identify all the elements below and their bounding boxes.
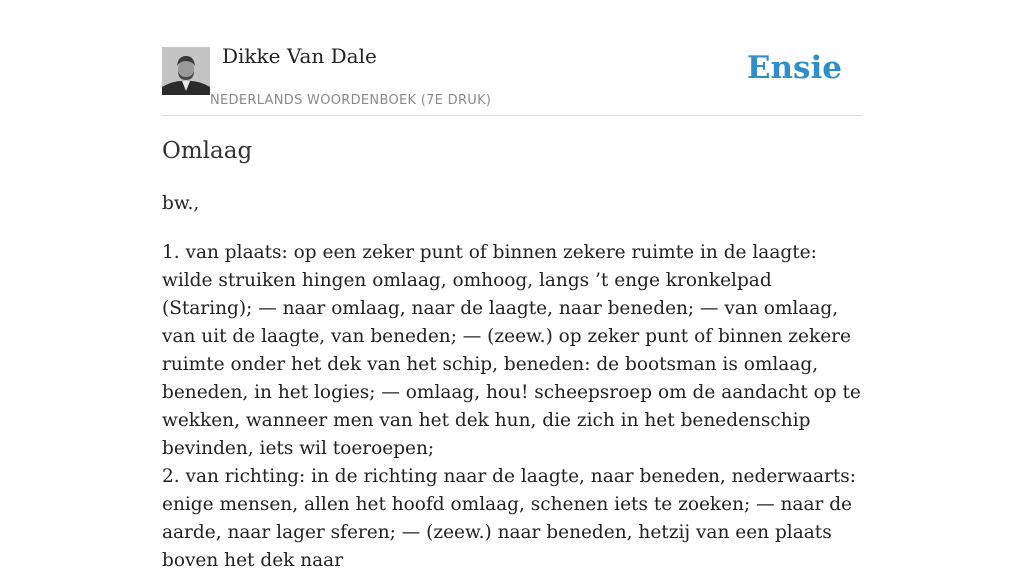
part-of-speech: bw.,: [162, 193, 200, 214]
definition-sense-1: 1. van plaats: op een zeker punt of binnen zekere ruimte in de laagte: wilde struiken hingen omlaag, omhoog, langs ’t enge kronkelpad (Staring); — naar omlaag, naar de laagte, naar beneden; — van omlaag, van uit de laagte, van beneden; — (zeew.) op zeker punt of binnen zekere ruimte onder het dek van het schip, beneden: de bootsman is omlaag, beneden, in het logies; — omlaag, hou! scheepsroep om de aandacht op te wekken, wanneer men van het dek hun, die zich in het benedenschip bevinden, iets wil toeroepen;: [162, 242, 861, 459]
avatar[interactable]: [162, 47, 210, 95]
author-name[interactable]: Dikke Van Dale: [222, 44, 377, 68]
author-portrait-icon: [162, 47, 210, 95]
header: [162, 0, 862, 116]
entry-title: Omlaag: [162, 138, 253, 164]
definition-text: [162, 239, 862, 575]
definition-sense-2: 2. van richting: in de richting naar de laagte, naar beneden, nederwaarts: enige mensen, allen het hoofd omlaag, schenen iets te zoeken; — naar de aarde, naar lager sferen; — (zeew.) naar beneden, hetzij van een plaats boven het dek naar: [162, 466, 857, 571]
dictionary-source[interactable]: NEDERLANDS WOORDENBOEK (7E DRUK): [210, 93, 492, 108]
ensie-logo[interactable]: Ensie: [746, 50, 842, 86]
